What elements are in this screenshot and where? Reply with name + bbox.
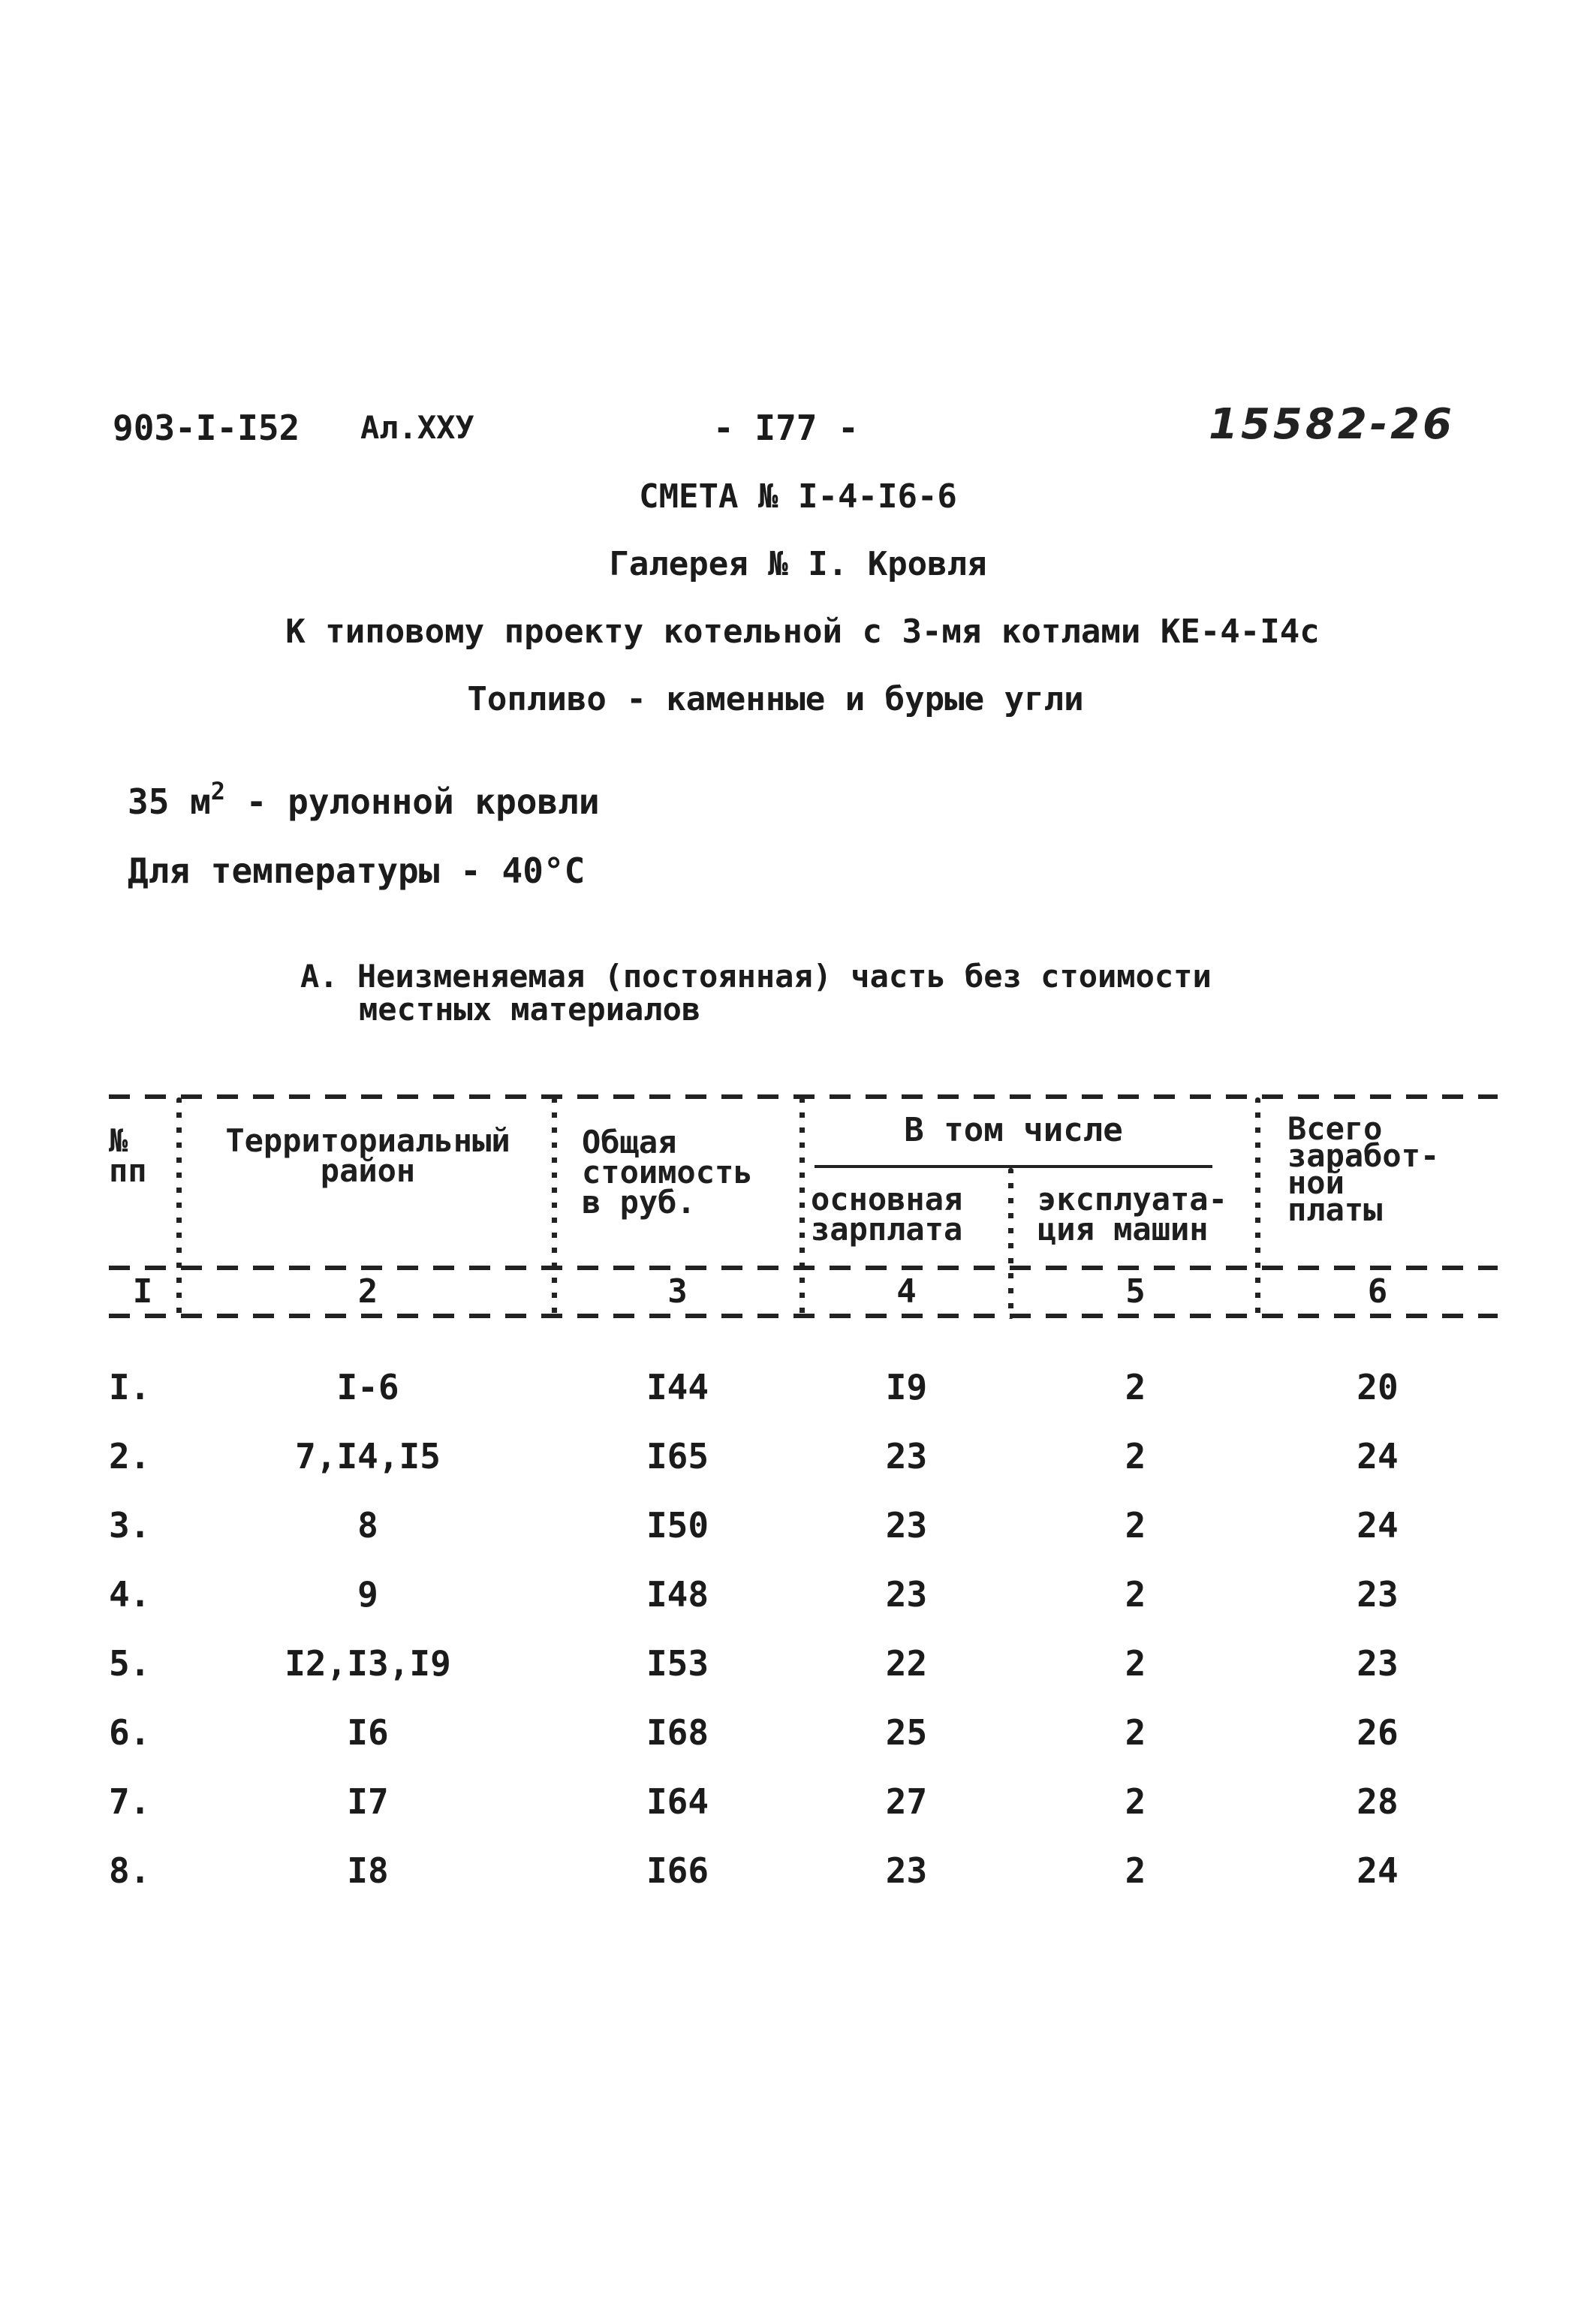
column-number: 5: [1125, 1272, 1146, 1311]
header-total-wage-line4: платы: [1287, 1191, 1383, 1228]
header-region: [188, 1122, 548, 1189]
including-underline: [815, 1165, 1212, 1168]
header-total-wage-line3: ной: [1287, 1164, 1345, 1201]
cell-base-wage: 23: [885, 1505, 928, 1546]
header-total: [582, 1124, 753, 1221]
cell-total-wage: 20: [1357, 1367, 1399, 1407]
cell-total-wage: 23: [1357, 1643, 1399, 1684]
column-separator: [800, 1097, 805, 1319]
cell-machines: 2: [1125, 1643, 1146, 1684]
temperature-parameter: Для температуры - 40°С: [128, 850, 586, 891]
cell-total: I48: [646, 1574, 709, 1615]
cell-base-wage: I9: [885, 1367, 928, 1407]
header-num-line2: пп: [109, 1152, 147, 1189]
section-heading-line1: А. Неизменяемая (постоянная) часть без стоимости: [300, 958, 1212, 995]
estimate-title: СМЕТА № I-4-I6-6: [639, 477, 957, 516]
page-number: - I77 -: [713, 408, 859, 448]
cell-num: 5.: [109, 1643, 151, 1684]
cell-region: I8: [347, 1850, 389, 1891]
cell-base-wage: 25: [885, 1712, 928, 1753]
cell-base-wage: 23: [885, 1850, 928, 1891]
section-heading-line2: местных материалов: [359, 991, 701, 1028]
cell-base-wage: 23: [885, 1436, 928, 1477]
column-separator: [552, 1097, 557, 1319]
project-title: К типовому проекту котельной с 3-мя котлами КЕ-4-I4с: [285, 613, 1320, 651]
cell-region: I6: [347, 1712, 389, 1753]
cell-num: 2.: [109, 1436, 151, 1477]
column-number: 3: [667, 1272, 688, 1311]
cell-total: I50: [646, 1505, 709, 1546]
cell-base-wage: 27: [885, 1781, 928, 1822]
cell-num: 8.: [109, 1850, 151, 1891]
cell-total: I65: [646, 1436, 709, 1477]
cell-machines: 2: [1125, 1850, 1146, 1891]
cell-total: I68: [646, 1712, 709, 1753]
column-number: 2: [357, 1272, 378, 1311]
document-code: 903-I-I52: [113, 408, 300, 448]
header-total-wage-line2: заработ-: [1287, 1137, 1440, 1174]
cell-num: 7.: [109, 1781, 151, 1822]
header-base-wage: [811, 1181, 963, 1248]
cell-num: I.: [109, 1367, 151, 1407]
column-separator: [1255, 1097, 1260, 1319]
header-total-line2: стоимость: [582, 1154, 753, 1191]
cell-region: 9: [357, 1574, 378, 1615]
cell-total-wage: 24: [1357, 1850, 1399, 1891]
fuel-title: Топливо - каменные и бурые угли: [467, 680, 1084, 718]
cell-base-wage: 23: [885, 1574, 928, 1615]
cell-machines: 2: [1125, 1781, 1146, 1822]
column-separator: [1008, 1168, 1013, 1319]
column-number: I: [132, 1272, 153, 1311]
cell-total-wage: 24: [1357, 1436, 1399, 1477]
header-num-line1: №: [109, 1122, 128, 1159]
cell-num: 3.: [109, 1505, 151, 1546]
cell-total-wage: 24: [1357, 1505, 1399, 1546]
header-machines: [1037, 1181, 1227, 1248]
cell-machines: 2: [1125, 1367, 1146, 1407]
header-base-wage-line1: основная: [811, 1181, 963, 1218]
header-total-wage-line1: Всего: [1287, 1110, 1383, 1147]
gallery-title: Галерея № I. Кровля: [609, 545, 987, 583]
cell-total-wage: 23: [1357, 1574, 1399, 1615]
cell-num: 4.: [109, 1574, 151, 1615]
header-region-line1: Территориальный: [225, 1122, 510, 1159]
header-total-line3: в руб.: [582, 1184, 696, 1221]
cell-total: I64: [646, 1781, 709, 1822]
header-machines-line1: эксплуата-: [1037, 1181, 1227, 1218]
cell-machines: 2: [1125, 1712, 1146, 1753]
column-separator: [176, 1097, 182, 1319]
inventory-number: 15582-26: [1209, 400, 1455, 449]
cell-region: I-6: [336, 1367, 399, 1407]
header-num: [109, 1122, 147, 1189]
cell-region: 8: [357, 1505, 378, 1546]
header-including: В том числе: [904, 1111, 1123, 1149]
header-region-line2: район: [320, 1152, 416, 1189]
area-superscript: 2: [210, 777, 226, 805]
cell-num: 6.: [109, 1712, 151, 1753]
area-value: 35 м: [128, 781, 211, 822]
cell-region: I7: [347, 1781, 389, 1822]
album-number: Ал.ХХУ: [360, 409, 474, 446]
cell-total: I53: [646, 1643, 709, 1684]
cell-total: I66: [646, 1850, 709, 1891]
cell-total-wage: 26: [1357, 1712, 1399, 1753]
cell-total: I44: [646, 1367, 709, 1407]
cell-total-wage: 28: [1357, 1781, 1399, 1822]
cell-base-wage: 22: [885, 1643, 928, 1684]
column-number: 4: [896, 1272, 917, 1311]
cell-machines: 2: [1125, 1436, 1146, 1477]
cell-region: I2,I3,I9: [285, 1643, 451, 1684]
cell-region: 7,I4,I5: [295, 1436, 441, 1477]
header-base-wage-line2: зарплата: [811, 1211, 963, 1248]
area-text: - рулонной кровли: [225, 781, 600, 822]
header-total-wage: [1287, 1110, 1440, 1228]
area-parameter: [128, 779, 600, 824]
header-total-line1: Общая: [582, 1124, 677, 1161]
cell-machines: 2: [1125, 1505, 1146, 1546]
header-machines-line2: ция машин: [1037, 1211, 1209, 1248]
cell-machines: 2: [1125, 1574, 1146, 1615]
column-number: 6: [1367, 1272, 1388, 1311]
